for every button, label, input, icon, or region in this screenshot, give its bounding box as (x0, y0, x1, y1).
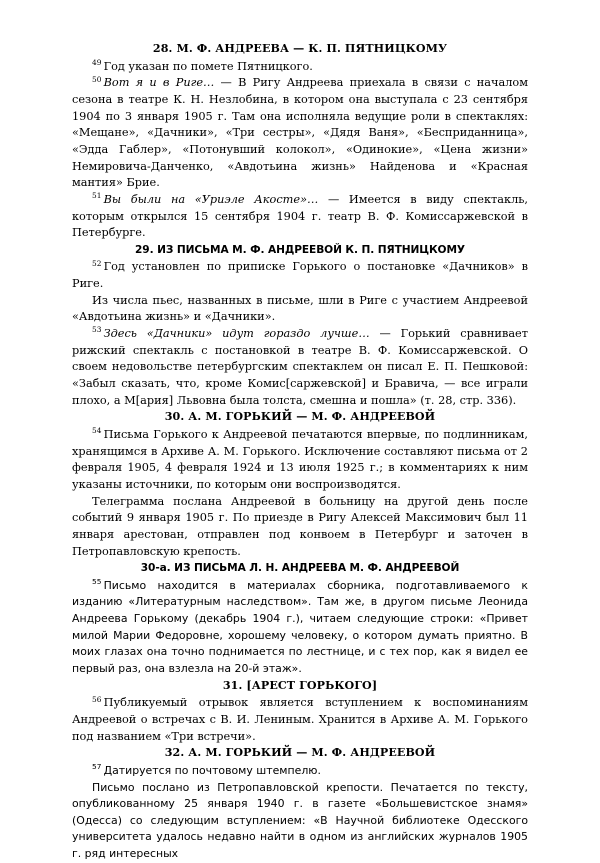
note-56 (72, 695, 528, 745)
note-text: — В Ригу Андреева приехала в связи с началом сезона в театре К. Н. Незлобина, в котором она выступала с 23 сентября 1904 по 3 января 1905 г. Там она исполняла ведущие роли в спектаклях: «Мещане», «Дачники», «Три сестры», «Дядя Ваня», «Бесприданница», «Эдда Габлер», «Потонувший колокол», «Одинокие», «Цена жизни» Немировича-Данченко, «Авдотьина жизнь» Найденова и «Красная мантия» Брие. (72, 76, 528, 190)
note-text: — Имеется в виду спектакль, которым открылся 15 сентября 1904 г. театр В. Ф. Комиссаржевской в Петербурге. (72, 192, 529, 240)
footnote-marker: 52 (92, 258, 102, 268)
note-54 (72, 427, 528, 494)
paragraph-57-continued (72, 780, 528, 863)
note-52 (72, 259, 528, 292)
paragraph-54-continued (72, 494, 528, 561)
note-49 (72, 59, 528, 76)
note-text: Год указан по помете Пятницкого. (103, 59, 313, 73)
section-heading-28: 28. М. Ф. АНДРЕЕВА — К. П. ПЯТНИЦКОМУ (152, 42, 448, 55)
paragraph-text: Телеграмма послана Андреевой в больницу на другой день после событий 9 января 1905 г. По приезде в Ригу Алексей Максимович был 11 января арестован, отправлен под конвоем в Петербург и заточен в Петропавловскую крепость. (72, 494, 528, 558)
note-text: Публикуемый отрывок является вступлением к воспоминаниям Андреевой о встречах с В. И. Лениным. Хранится в Архиве А. М. Горького под названием «Три встречи». (72, 696, 528, 743)
note-text: Год установлен по приписке Горького о постановке «Дачников» в Риге. (72, 260, 528, 291)
text-column (72, 41, 528, 863)
note-51 (72, 192, 528, 242)
quoted-incipit: Вы были на «Уриэле Акосте»… (103, 192, 319, 206)
section-heading-30a: 30-а. ИЗ ПИСЬМА Л. Н. АНДРЕЕВА М. Ф. АНДРЕЕВОЙ (140, 562, 460, 575)
paragraph-text: Письмо послано из Петропавловской крепости. Печатается по тексту, опубликованному 25 января 1940 г. в газете «Большевистское знамя» (Одесса) со следующим вступлением: «В Научной библиотеке Одесского университета удалось недавно найти в одном из английских журналов 1905 г. ряд интересных (72, 780, 528, 861)
section-heading-32: 32. А. М. ГОРЬКИЙ — М. Ф. АНДРЕЕВОЙ (164, 746, 436, 760)
note-text: Письмо находится в материалах сборника, подготавливаемого к изданию «Литературным наследством». Там же, в другом письме Леонида Андреева Горькому (декабрь 1904 г.), читаем следующие строки: «Привет милой Марии Федоровне, хорошему человеку, о котором думать приятно. В моих глазах она точно поднимается по лестнице, и с тех пор, как я видел ее первый раз, она взлезла на 20-й этаж». (72, 578, 528, 676)
section-heading-29: 29. ИЗ ПИСЬМА М. Ф. АНДРЕЕВОЙ К. П. ПЯТНИЦКОМУ (135, 243, 465, 256)
note-55 (72, 578, 528, 678)
footnote-marker: 57 (92, 762, 102, 772)
note-text: Датируется по почтовому штемпелю. (103, 763, 321, 777)
paragraph-text: Из числа пьес, названных в письме, шли в Риге с участием Андреевой «Авдотьина жизнь» и «Дачники». (72, 293, 528, 324)
footnote-marker: 56 (92, 694, 102, 704)
footnote-marker: 51 (92, 191, 102, 201)
note-text: — Горький сравнивает рижский спектакль с постановкой в театре В. Ф. Комиссаржевской. О своем недовольстве петербургским спектаклем он писал Е. П. Пешковой: «Забыл сказать, что, кроме Комис[саржевской] и Бравича, — все играли плохо, а М[ария] Львовна была толста, смешна и пошла» (т. 28, стр. 336). (72, 327, 528, 407)
note-53 (72, 326, 528, 409)
quoted-incipit: Вот я и в Риге… (103, 76, 215, 90)
section-heading-31: 31. [АРЕСТ ГОРЬКОГО] (222, 678, 378, 692)
note-57 (72, 763, 528, 780)
footnote-marker: 53 (92, 325, 102, 335)
section-heading-30: 30. А. М. ГОРЬКИЙ — М. Ф. АНДРЕЕВОЙ (164, 410, 436, 424)
note-50 (72, 75, 528, 192)
footnote-marker: 55 (92, 577, 102, 587)
footnote-marker: 50 (92, 74, 102, 84)
paragraph-52-continued (72, 293, 528, 326)
footnote-marker: 54 (92, 426, 102, 436)
quoted-incipit: Здесь «Дачники» идут гораздо лучше… (103, 327, 370, 341)
note-text: Письма Горького к Андреевой печатаются впервые, по подлинникам, хранящимся в Архиве А. М. Горького. Исключение составляют письма от 2 февраля 1905, 4 февраля 1924 и 13 июля 1925 г.; в комментариях к ним указаны источники, по которым они воспроизводятся. (72, 427, 528, 491)
footnote-marker: 49 (92, 58, 102, 67)
